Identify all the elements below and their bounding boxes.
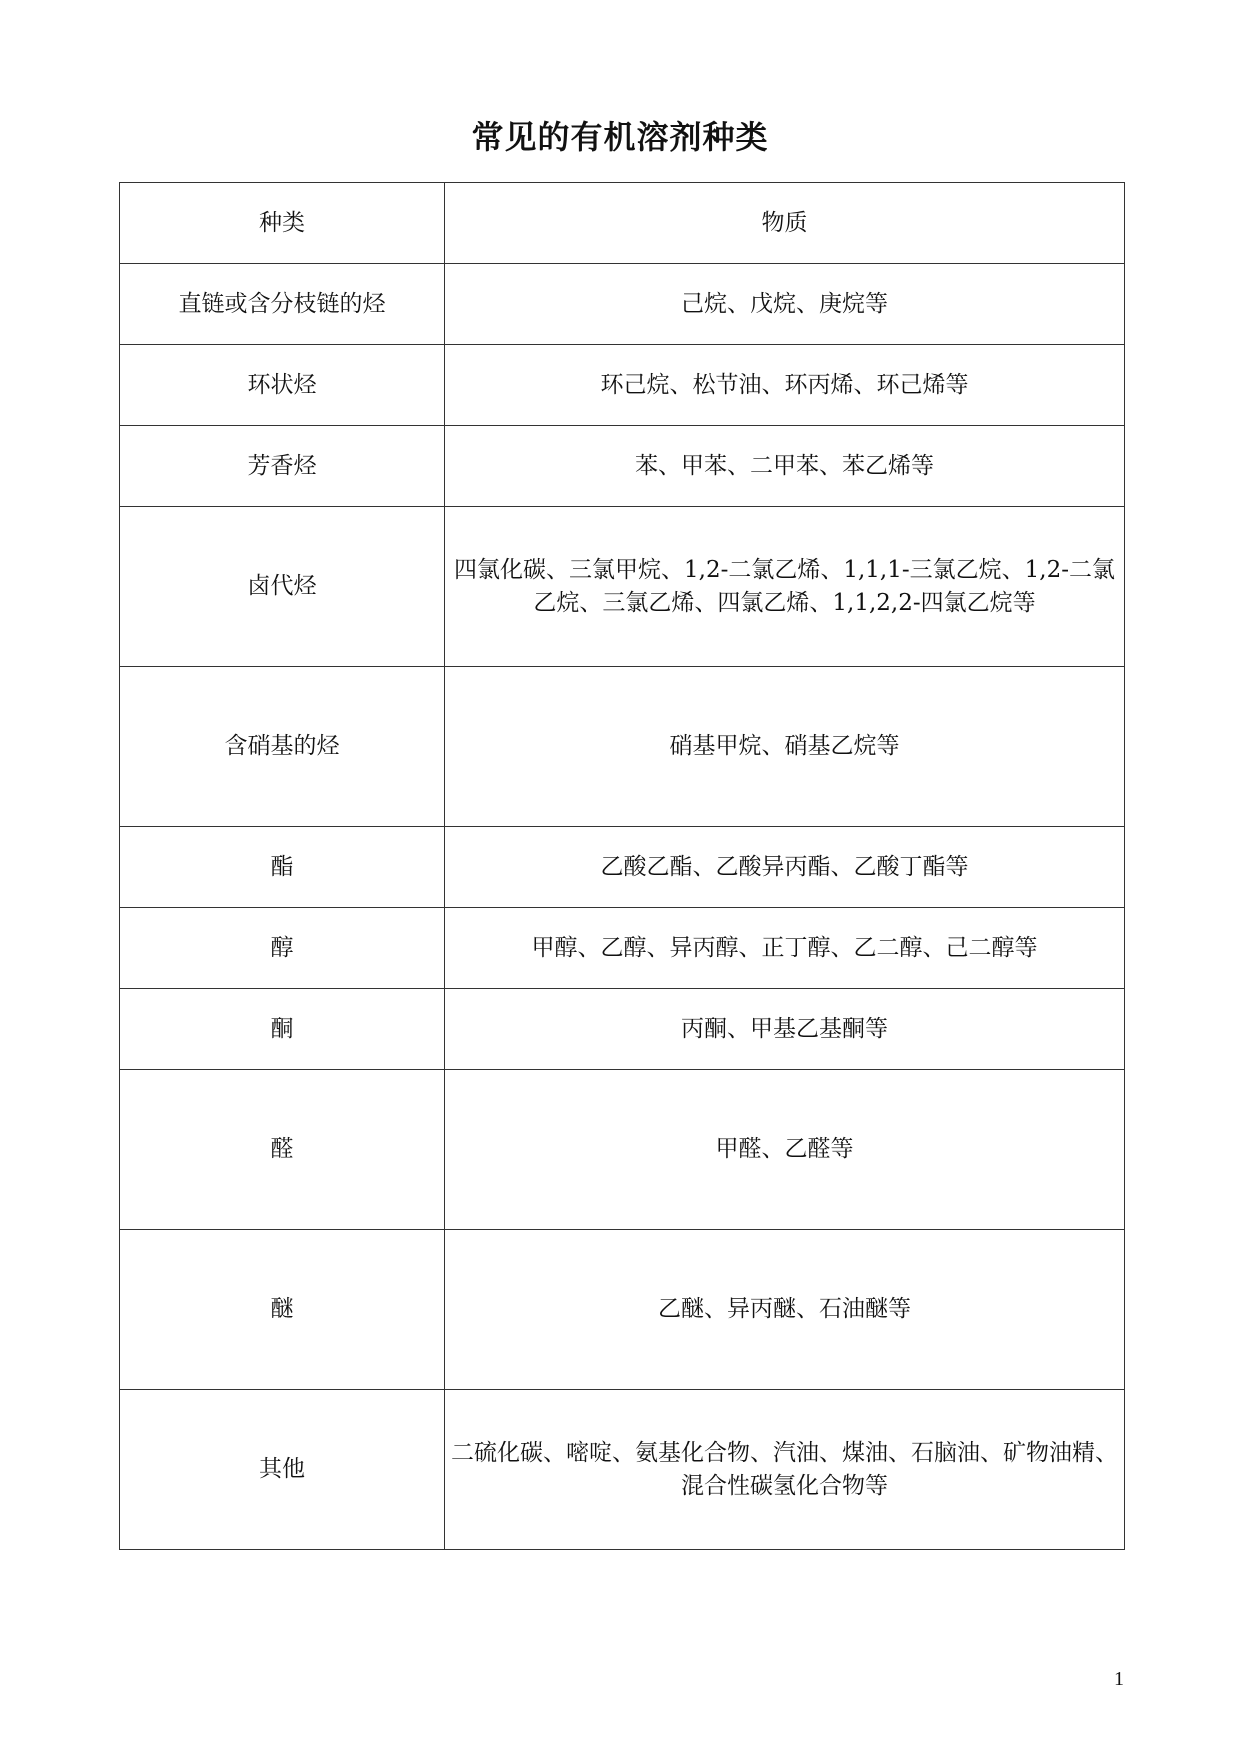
table-row [120, 1070, 1125, 1230]
header-kind: 种类 [120, 183, 445, 264]
solvent-table [119, 182, 1125, 1550]
cell-substances: 硝基甲烷、硝基乙烷等 [445, 667, 1125, 827]
cell-kind: 酮 [120, 989, 445, 1070]
cell-kind: 直链或含分枝链的烃 [120, 264, 445, 345]
page-number: 1 [1114, 1668, 1124, 1690]
table-row [120, 667, 1125, 827]
table-row [120, 507, 1125, 667]
cell-kind: 醛 [120, 1070, 445, 1230]
header-substances: 物质 [445, 183, 1125, 264]
cell-substances: 二硫化碳、嘧啶、氨基化合物、汽油、煤油、石脑油、矿物油精、混合性碳氢化合物等 [445, 1390, 1125, 1550]
table-row [120, 908, 1125, 989]
cell-kind: 醚 [120, 1230, 445, 1390]
cell-kind: 环状烃 [120, 345, 445, 426]
cell-substances: 己烷、戊烷、庚烷等 [445, 264, 1125, 345]
cell-substances: 甲醛、乙醛等 [445, 1070, 1125, 1230]
cell-substances: 环己烷、松节油、环丙烯、环己烯等 [445, 345, 1125, 426]
cell-kind: 芳香烃 [120, 426, 445, 507]
cell-kind: 含硝基的烃 [120, 667, 445, 827]
cell-substances: 苯、甲苯、二甲苯、苯乙烯等 [445, 426, 1125, 507]
table-row [120, 264, 1125, 345]
table-row [120, 426, 1125, 507]
cell-kind: 酯 [120, 827, 445, 908]
table-row [120, 345, 1125, 426]
cell-kind: 其他 [120, 1390, 445, 1550]
table-row [120, 1230, 1125, 1390]
cell-kind: 卤代烃 [120, 507, 445, 667]
cell-substances: 四氯化碳、三氯甲烷、1,2-二氯乙烯、1,1,1-三氯乙烷、1,2-二氯乙烷、三氯乙烯、四氯乙烯、1,1,2,2-四氯乙烷等 [445, 507, 1125, 667]
cell-kind: 醇 [120, 908, 445, 989]
table-row [120, 1390, 1125, 1550]
document-title: 常见的有机溶剂种类 [471, 118, 769, 156]
table-row [120, 989, 1125, 1070]
table-row [120, 827, 1125, 908]
cell-substances: 甲醇、乙醇、异丙醇、正丁醇、乙二醇、己二醇等 [445, 908, 1125, 989]
cell-substances: 丙酮、甲基乙基酮等 [445, 989, 1125, 1070]
cell-substances: 乙酸乙酯、乙酸异丙酯、乙酸丁酯等 [445, 827, 1125, 908]
cell-substances: 乙醚、异丙醚、石油醚等 [445, 1230, 1125, 1390]
table-header-row [120, 183, 1125, 264]
